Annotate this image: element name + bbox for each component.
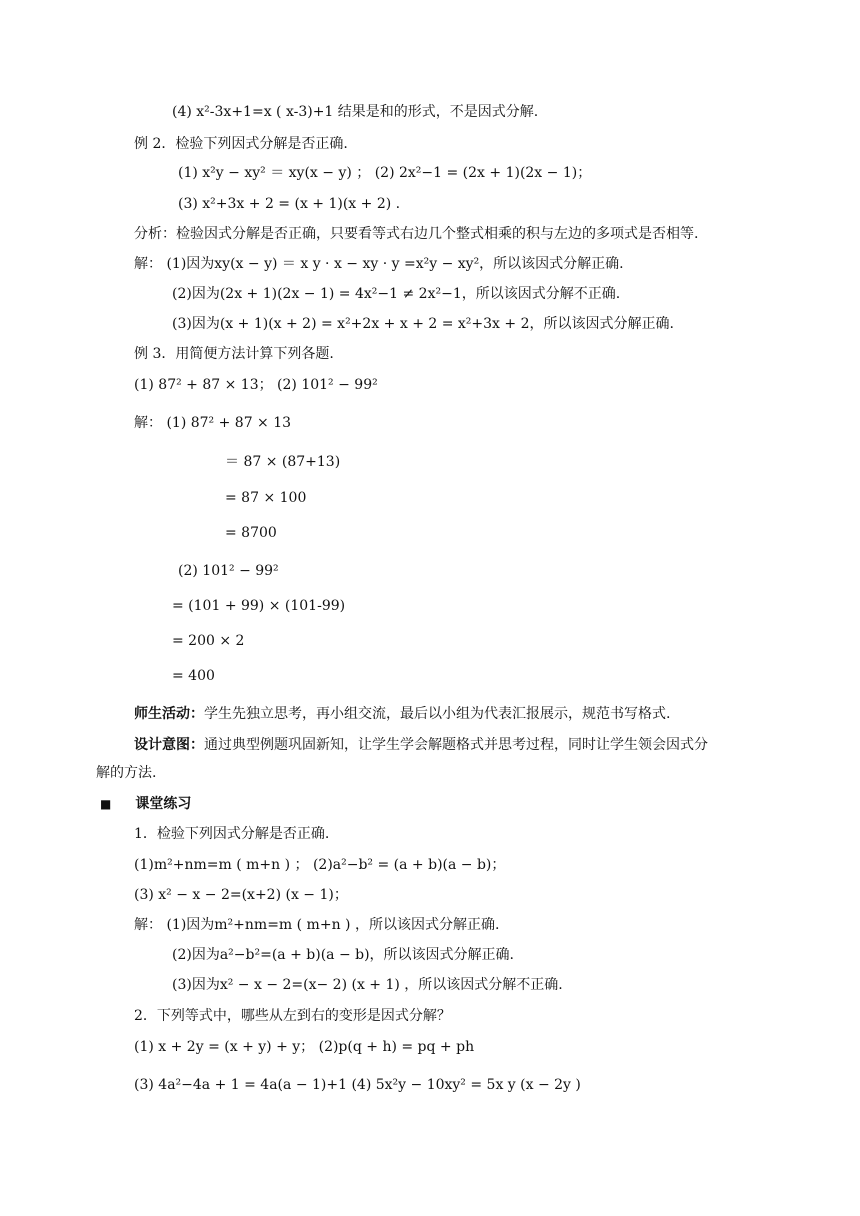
solution-3-step-2: = 87 × 100 (225, 490, 307, 506)
exercise-1-solution-3: (3)因为x² − x − 2=(x− 2) (x + 1) ，所以该因式分解不正确. (172, 977, 563, 993)
square-bullet-icon: ■ (100, 797, 112, 811)
exercise-2-items-1-2: (1) x + 2y = (x + y) + y； (2)p(q + h) = pq + ph (134, 1039, 475, 1055)
solution-3-part-2-step-3: = 400 (172, 668, 215, 684)
design-intent-text: 通过典型例题巩固新知，让学生学会解题格式并思考过程，同时让学生领会因式分 (204, 737, 708, 753)
design-intent-label: 设计意图： (134, 737, 204, 753)
solution-3-step-3: = 8700 (225, 525, 277, 541)
exercise-1-heading: 1．检验下列因式分解是否正确. (134, 826, 330, 842)
solution-2-line-3: (3)因为(x + 1)(x + 2) = x²+2x + x + 2 = x²+3x + 2，所以该因式分解正确. (172, 316, 674, 332)
activity-label: 师生活动： (134, 706, 204, 722)
example-2-item-3: (3) x²+3x + 2 = (x + 1)(x + 2) . (178, 196, 401, 212)
example-1-part-4: (4) x²-3x+1=x ( x-3)+1 结果是和的形式，不是因式分解. (172, 104, 539, 120)
example-3-problems: (1) 87² + 87 × 13； (2) 101² − 99² (134, 377, 378, 393)
analysis-text: 分析：检验因式分解是否正确，只要看等式右边几个整式相乘的积与左边的多项式是否相等. (134, 226, 699, 242)
solution-3-part-2-step-2: = 200 × 2 (172, 633, 245, 649)
example-2-items-1-2: (1) x²y − xy² ＝ xy(x − y) ； (2) 2x²−1 = (2x + 1)(2x − 1)； (178, 165, 592, 181)
solution-2-line-2: (2)因为(2x + 1)(2x − 1) = 4x²−1 ≠ 2x²−1，所以该因式分解不正确. (172, 286, 621, 302)
design-intent-continuation: 解的方法. (96, 765, 157, 781)
solution-3-part-2: (2) 101² − 99² (178, 563, 279, 579)
design-intent (134, 736, 708, 754)
activity-text: 学生先独立思考，再小组交流，最后以小组为代表汇报展示，规范书写格式. (204, 706, 671, 722)
exercise-2-items-3-4: (3) 4a²−4a + 1 = 4a(a − 1)+1 (4) 5x²y − 10xy² = 5x y (x − 2y ) (134, 1077, 581, 1093)
exercise-1-item-3: (3) x² − x − 2=(x+2) (x − 1)； (134, 887, 348, 903)
exercise-1-solution-1: 解： (1)因为m²+nm=m ( m+n ) ，所以该因式分解正确. (134, 917, 500, 933)
solution-2-line-1: 解： (1)因为xy(x − y) ＝ x y · x − xy · y =x²y − xy²，所以该因式分解正确. (134, 256, 624, 272)
section-heading (100, 795, 191, 813)
section-title: 课堂练习 (135, 796, 192, 812)
example-3-heading: 例 3．用简便方法计算下列各题. (134, 346, 334, 362)
exercise-1-items-1-2: (1)m²+nm=m ( m+n ) ； (2)a²−b² = (a + b)(a − b)； (134, 857, 506, 873)
example-2-heading: 例 2．检验下列因式分解是否正确. (134, 136, 348, 152)
exercise-2-heading: 2．下列等式中，哪些从左到右的变形是因式分解？ (134, 1008, 451, 1024)
solution-3-part-2-step-1: = (101 + 99) × (101-99) (172, 598, 346, 614)
solution-3-step-1: ＝ 87 × (87+13) (225, 454, 341, 470)
teacher-student-activity (134, 705, 670, 723)
exercise-1-solution-2: (2)因为a²−b²=(a + b)(a − b)，所以该因式分解正确. (172, 947, 515, 963)
solution-3-line-1: 解： (1) 87² + 87 × 13 (134, 415, 292, 431)
